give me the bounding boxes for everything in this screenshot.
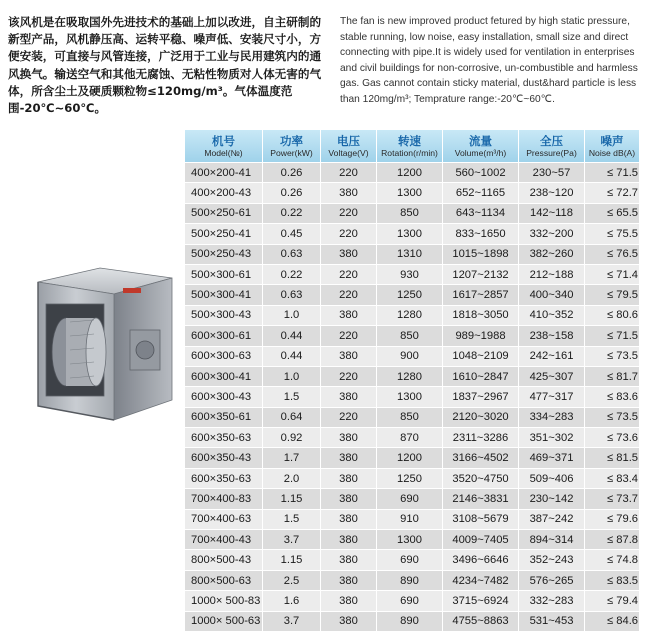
cell-noise: ≤ 73.6: [585, 428, 640, 447]
cell-pressure: 531~453: [519, 612, 585, 631]
table-row: [185, 510, 640, 529]
cell-noise: ≤ 83.6: [585, 387, 640, 406]
table-row: [185, 224, 640, 243]
cell-rotation: 890: [377, 612, 443, 631]
cell-noise: ≤ 83.4: [585, 469, 640, 488]
cell-rotation: 850: [377, 326, 443, 345]
header-model: [185, 130, 263, 162]
cell-noise: ≤ 76.5: [585, 245, 640, 264]
header-pressure: [519, 130, 585, 162]
cell-power: 1.15: [263, 550, 321, 569]
cell-volume: 4755~8863: [443, 612, 519, 631]
table-row: [185, 591, 640, 610]
cell-noise: ≤ 79.5: [585, 285, 640, 304]
cell-rotation: 1300: [377, 530, 443, 549]
header-label-en: Volume(m³/h): [454, 147, 507, 158]
cell-pressure: 238~158: [519, 326, 585, 345]
cell-voltage: 220: [321, 367, 377, 386]
cell-pressure: 352~243: [519, 550, 585, 569]
cell-rotation: 850: [377, 204, 443, 223]
cell-noise: ≤ 83.5: [585, 571, 640, 590]
cell-voltage: 380: [321, 612, 377, 631]
cell-model: 600×350-61: [185, 408, 263, 427]
header-label-cn: 噪声: [600, 133, 624, 148]
cell-rotation: 1280: [377, 306, 443, 325]
cell-power: 1.0: [263, 306, 321, 325]
cell-pressure: 894~314: [519, 530, 585, 549]
cell-voltage: 380: [321, 428, 377, 447]
cell-volume: 3715~6924: [443, 591, 519, 610]
cell-volume: 3496~6646: [443, 550, 519, 569]
cell-pressure: 382~260: [519, 245, 585, 264]
header-label-en: Rotation(r/min): [381, 147, 438, 158]
table-row: [185, 245, 640, 264]
cell-model: 500×300-61: [185, 265, 263, 284]
cell-power: 0.26: [263, 163, 321, 182]
cell-voltage: 380: [321, 591, 377, 610]
cell-model: 500×300-41: [185, 285, 263, 304]
intro-english: The fan is new improved product fetured by high static pressure, stable running, low noise, easy installation, small size and direct connecting with pipe.It is widely used for ventilation in enterprises and civil buildings for non-corrosive, un-combustible and harmless gas. Gas cannot contain sticky material, dust&hard particle is less than 120mg/m³; Temprature range:-20℃~60℃.: [340, 16, 638, 105]
cell-pressure: 212~188: [519, 265, 585, 284]
cell-model: 1000× 500-63: [185, 612, 263, 631]
cell-voltage: 380: [321, 571, 377, 590]
cell-model: 400×200-43: [185, 183, 263, 202]
cell-power: 2.5: [263, 571, 321, 590]
cell-power: 0.44: [263, 347, 321, 366]
cell-voltage: 220: [321, 224, 377, 243]
cell-volume: 4234~7482: [443, 571, 519, 590]
cell-noise: ≤ 87.8: [585, 530, 640, 549]
cell-power: 0.63: [263, 245, 321, 264]
cell-power: 1.7: [263, 448, 321, 467]
table-row: [185, 183, 640, 202]
table-row: [185, 571, 640, 590]
cell-rotation: 1200: [377, 448, 443, 467]
cell-volume: 2311~3286: [443, 428, 519, 447]
cell-power: 0.92: [263, 428, 321, 447]
header-label-en: Pressure(Pa): [526, 147, 577, 158]
cell-rotation: 890: [377, 571, 443, 590]
cell-power: 0.63: [263, 285, 321, 304]
cell-model: 600×300-61: [185, 326, 263, 345]
cell-volume: 1207~2132: [443, 265, 519, 284]
cell-rotation: 900: [377, 347, 443, 366]
header-label-cn: 机号: [212, 133, 235, 148]
header-label-en: Model(№): [204, 147, 243, 158]
cell-volume: 1818~3050: [443, 306, 519, 325]
cell-power: 0.26: [263, 183, 321, 202]
cell-pressure: 334~283: [519, 408, 585, 427]
cell-pressure: 238~120: [519, 183, 585, 202]
cell-voltage: 380: [321, 448, 377, 467]
cell-volume: 1610~2847: [443, 367, 519, 386]
cell-voltage: 220: [321, 285, 377, 304]
cell-power: 1.5: [263, 510, 321, 529]
cell-noise: ≤ 80.6: [585, 306, 640, 325]
cell-rotation: 1300: [377, 224, 443, 243]
cell-model: 800×500-63: [185, 571, 263, 590]
header-label-en: Power(kW): [270, 147, 313, 158]
cell-model: 700×400-83: [185, 489, 263, 508]
header-power: [263, 130, 321, 162]
cell-model: 500×250-61: [185, 204, 263, 223]
header-label-en: Voltage(V): [328, 147, 369, 158]
cell-noise: ≤ 75.5: [585, 224, 640, 243]
cell-volume: 1617~2857: [443, 285, 519, 304]
cell-volume: 1048~2109: [443, 347, 519, 366]
cell-volume: 833~1650: [443, 224, 519, 243]
table-header-row: [185, 130, 640, 162]
cell-volume: 2146~3831: [443, 489, 519, 508]
cell-voltage: 380: [321, 245, 377, 264]
header-label-en: Noise dB(A): [588, 147, 636, 158]
cell-model: 500×250-43: [185, 245, 263, 264]
cell-volume: 3108~5679: [443, 510, 519, 529]
cell-power: 0.45: [263, 224, 321, 243]
table-row: [185, 326, 640, 345]
cell-noise: ≤ 71.4: [585, 265, 640, 284]
cell-model: 600×300-41: [185, 367, 263, 386]
cell-pressure: 509~406: [519, 469, 585, 488]
cell-rotation: 1300: [377, 183, 443, 202]
cell-rotation: 1250: [377, 285, 443, 304]
cell-model: 700×400-43: [185, 530, 263, 549]
cell-rotation: 1300: [377, 387, 443, 406]
header-label-cn: 转速: [398, 133, 421, 148]
cell-voltage: 380: [321, 387, 377, 406]
cell-pressure: 332~200: [519, 224, 585, 243]
cell-noise: ≤ 84.6: [585, 612, 640, 631]
cell-power: 1.5: [263, 387, 321, 406]
table-row: [185, 367, 640, 386]
cell-pressure: 477~317: [519, 387, 585, 406]
cell-voltage: 380: [321, 469, 377, 488]
cell-model: 600×300-63: [185, 347, 263, 366]
cell-pressure: 387~242: [519, 510, 585, 529]
cell-pressure: 351~302: [519, 428, 585, 447]
cell-pressure: 576~265: [519, 571, 585, 590]
cell-voltage: 220: [321, 265, 377, 284]
table-body: [185, 163, 640, 631]
cell-model: 600×350-63: [185, 469, 263, 488]
cell-power: 3.7: [263, 612, 321, 631]
cell-noise: ≤ 65.5: [585, 204, 640, 223]
cell-rotation: 1200: [377, 163, 443, 182]
header-label-cn: 流量: [469, 133, 492, 148]
cell-rotation: 1280: [377, 367, 443, 386]
cell-model: 500×250-41: [185, 224, 263, 243]
cell-rotation: 690: [377, 591, 443, 610]
cell-rotation: 1250: [377, 469, 443, 488]
table-row: [185, 408, 640, 427]
cell-rotation: 1310: [377, 245, 443, 264]
cell-volume: 560~1002: [443, 163, 519, 182]
cell-pressure: 142~118: [519, 204, 585, 223]
cell-pressure: 230~57: [519, 163, 585, 182]
cell-noise: ≤ 71.5: [585, 326, 640, 345]
table-row: [185, 163, 640, 182]
cell-model: 600×300-43: [185, 387, 263, 406]
header-volume: [443, 130, 519, 162]
cell-voltage: 380: [321, 530, 377, 549]
cell-model: 400×200-41: [185, 163, 263, 182]
table-row: [185, 530, 640, 549]
cell-noise: ≤ 81.5: [585, 448, 640, 467]
header-label-cn: 全压: [540, 133, 563, 148]
cell-voltage: 380: [321, 510, 377, 529]
cell-volume: 989~1988: [443, 326, 519, 345]
cell-noise: ≤ 73.5: [585, 408, 640, 427]
cell-power: 0.64: [263, 408, 321, 427]
cell-rotation: 870: [377, 428, 443, 447]
header-noise: [585, 130, 640, 162]
header-rotation: [377, 130, 443, 162]
cell-model: 600×350-43: [185, 448, 263, 467]
cell-volume: 3520~4750: [443, 469, 519, 488]
cell-voltage: 220: [321, 408, 377, 427]
cell-model: 700×400-63: [185, 510, 263, 529]
table-row: [185, 265, 640, 284]
cell-volume: 652~1165: [443, 183, 519, 202]
table-row: [185, 448, 640, 467]
cell-noise: ≤ 74.8: [585, 550, 640, 569]
cell-noise: ≤ 73.7: [585, 489, 640, 508]
cell-pressure: 425~307: [519, 367, 585, 386]
cell-volume: 2120~3020: [443, 408, 519, 427]
cell-voltage: 380: [321, 550, 377, 569]
header-label-cn: 电压: [337, 133, 360, 148]
cell-power: 1.15: [263, 489, 321, 508]
cell-noise: ≤ 72.7: [585, 183, 640, 202]
cell-voltage: 380: [321, 183, 377, 202]
cell-volume: 3166~4502: [443, 448, 519, 467]
cell-rotation: 690: [377, 550, 443, 569]
cell-noise: ≤ 79.4: [585, 591, 640, 610]
cell-volume: 4009~7405: [443, 530, 519, 549]
cell-voltage: 380: [321, 347, 377, 366]
table-row: [185, 204, 640, 223]
intro-chinese: 该风机是在吸取国外先进技术的基础上加以改进，自主研制的新型产品，风机静压高、运转平稳、噪声低、安装尺寸小，方便安装，可直接与风管连接，广泛用于工业与民用建筑内的通风换气。输送空气和其他无腐蚀、无粘性物质对人体无害的气体，所含尘土及硬质颗粒物≤120mg/m³。气体温度范围-20℃~60℃。: [8, 15, 322, 116]
cell-voltage: 380: [321, 489, 377, 508]
cell-noise: ≤ 71.5: [585, 163, 640, 182]
cell-rotation: 690: [377, 489, 443, 508]
cell-volume: 1837~2967: [443, 387, 519, 406]
cell-noise: ≤ 73.5: [585, 347, 640, 366]
cell-pressure: 469~371: [519, 448, 585, 467]
cell-volume: 643~1134: [443, 204, 519, 223]
cell-power: 1.0: [263, 367, 321, 386]
cell-model: 600×350-63: [185, 428, 263, 447]
cell-power: 3.7: [263, 530, 321, 549]
header-label-cn: 功率: [280, 133, 303, 148]
table-row: [185, 387, 640, 406]
table-row: [185, 306, 640, 325]
cell-noise: ≤ 81.7: [585, 367, 640, 386]
cell-power: 2.0: [263, 469, 321, 488]
table-row: [185, 489, 640, 508]
cell-voltage: 220: [321, 326, 377, 345]
header-voltage: [321, 130, 377, 162]
cell-power: 0.22: [263, 204, 321, 223]
cell-model: 800×500-43: [185, 550, 263, 569]
cell-pressure: 410~352: [519, 306, 585, 325]
cell-rotation: 910: [377, 510, 443, 529]
cell-pressure: 400~340: [519, 285, 585, 304]
cell-voltage: 220: [321, 204, 377, 223]
cell-power: 0.44: [263, 326, 321, 345]
centrifugal-fan-image: [30, 260, 180, 430]
table-row: [185, 428, 640, 447]
cell-volume: 1015~1898: [443, 245, 519, 264]
cell-pressure: 230~142: [519, 489, 585, 508]
table-row: [185, 550, 640, 569]
cell-power: 1.6: [263, 591, 321, 610]
table-row: [185, 347, 640, 366]
cell-voltage: 220: [321, 163, 377, 182]
cell-voltage: 380: [321, 306, 377, 325]
table-row: [185, 469, 640, 488]
cell-noise: ≤ 79.6: [585, 510, 640, 529]
cell-model: 1000× 500-83: [185, 591, 263, 610]
cell-model: 500×300-43: [185, 306, 263, 325]
table-row: [185, 285, 640, 304]
cell-rotation: 850: [377, 408, 443, 427]
cell-rotation: 930: [377, 265, 443, 284]
cell-pressure: 242~161: [519, 347, 585, 366]
cell-power: 0.22: [263, 265, 321, 284]
spec-table: [185, 129, 640, 632]
table-row: [185, 612, 640, 631]
cell-pressure: 332~283: [519, 591, 585, 610]
